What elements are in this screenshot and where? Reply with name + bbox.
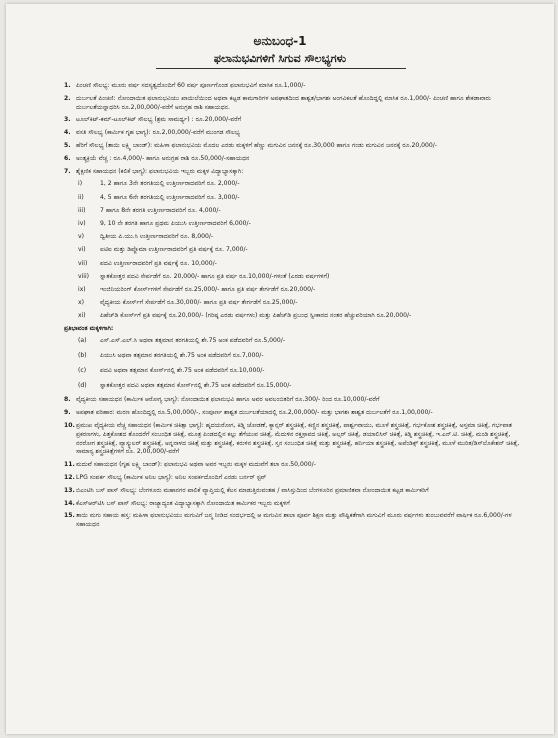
merit-subitem: (c) ಪದವಿ ಅಥವಾ ತತ್ಸಮಾನ ಕೋರ್ಸ್‌ನಲ್ಲಿ ಶೇ.75 ಅಂಕ ಪಡೆದವರಿಗೆ ರೂ.10,000/- [78,366,265,374]
list-item: 1. ಪಿಂಚಣಿ ಸೌಲಭ್ಯ: ಮೂರು ವರ್ಷ ಸದಸ್ಯತ್ವದೊಂದಿಗೆ 60 ವರ್ಷ ಪೂರ್ಣಗೊಂಡ ಫಲಾನುಭವಿಗೆ ಮಾಸಿಕ ರೂ.1,000/- [64,82,306,89]
list-item: 4. ವಸತಿ ಸೌಲಭ್ಯ (ಕಾರ್ಮಿಕ ಗೃಹ ಭಾಗ್ಯ): ರೂ.2,00,000/-ವರೆಗೆ ಮುಂಗಡ ಸೌಲಭ್ಯ [64,129,240,137]
list-item: 9. ಅಪಘಾತ ಪರಿಹಾರ: ಮರಣ ಹೊಂದಿದ್ದಲ್ಲಿ ರೂ.5,00,000/-, ಸಂಪೂರ್ಣ ಶಾಶ್ವತ ದುರ್ಬಲತೆಯಾದಲ್ಲಿ ರೂ.2,00,000/- ಮತ್ತು ಭಾಗಶಃ ಶಾಶ್ವತ ದುರ್ಬಲತೆಗೆ ರೂ.1,00,000/- [64,409,433,417]
benefits-list [64,82,526,534]
education-subitem: i) 1, 2 ಹಾಗೂ 3ನೇ ತರಗತಿಯಲ್ಲಿ ಉತ್ತೀರ್ಣರಾದವರಿಗೆ ರೂ. 2,000/- [78,180,240,188]
merit-heading: ಪ್ರತಿಭಾವಂತ ಮಕ್ಕಳಿಗಾಗಿ: [64,325,114,333]
list-item: 12. LPG ಸಂಪರ್ಕ ಸೌಲಭ್ಯ (ಕಾರ್ಮಿಕ ಅನಿಲ ಭಾಗ್ಯ): ಅನಿಲ ಸಂಪರ್ಕದೊಂದಿಗೆ ಎರಡು ಬರ್ನರ್ ಸ್ಟವ್ [64,474,267,481]
list-item: 3. ಟೂಲ್‌ಕಿಟ್-ಕಮ್-ಟೂಲ್‌ಕಿಟ್ ಸೌಲಭ್ಯ (ಶ್ರಮ ಸಾಮರ್ಥ್ಯ) : ರೂ.20,000/-ವರೆಗೆ [64,116,242,124]
education-subitem: xi) ಪಿಹೆಚ್‌ಡಿ ಕೋರ್ಸ್‌ಗೆ ಪ್ರತಿ ವರ್ಷಕ್ಕೆ ರೂ.20,000/- (ಗರಿಷ್ಠ ಎರಡು ವರ್ಷಗಳು) ಮತ್ತು ಪಿಹೆಚ್‌ಡಿ ಪ್ರಬಂಧ ಸ್ವೀಕಾರದ ನಂತರ ಹೆಚ್ಚುವರಿಯಾಗಿ ರೂ.20,000/- [78,312,412,320]
list-item: 15. ತಾಯಿ ಮಗು ಸಹಾಯ ಹಸ್ತ: ಮಹಿಳಾ ಫಲಾನುಭವಿಯು ಮಗುವಿಗೆ ಜನ್ಮ ನೀಡಿದ ಸಂದರ್ಭದಲ್ಲಿ ಆ ಮಗುವಿನ ಶಾಲಾ ಪೂರ್ವ ಶಿಕ್ಷಣ ಮತ್ತು ಪೌಷ್ಟಿಕತೆಗಾಗಿ ಮಗುವಿಗೆ ಮೂರು ವರ್ಷಗಳು ತುಂಬುವವರೆಗೆ ವಾರ್ಷಿಕ ರೂ.6,000/-ಗಳ ಸಹಾಯಧನ [64,512,512,529]
education-subitem: viii) ಸ್ನಾತಕೋತ್ತರ ಪದವಿ ಸೇರ್ಪಡೆಗೆ ರೂ. 20,000/- ಹಾಗೂ ಪ್ರತಿ ವರ್ಷ ರೂ.10,000/-ಗಳಂತೆ (ಎರಡು ವರ್ಷಗಳಿಗೆ) [78,272,330,280]
education-subitem: x) ವೈದ್ಯಕೀಯ ಕೋರ್ಸ್‌ಗೆ ಸೇರ್ಪಡೆಗೆ ರೂ.30,000/- ಹಾಗೂ ಪ್ರತಿ ವರ್ಷ ತೇರ್ಗಡೆಗೆ ರೂ.25,000/- [78,299,298,307]
merit-subitem: (d) ಸ್ನಾತಕೋತ್ತರ ಪದವಿ ಅಥವಾ ತತ್ಸಮಾನ ಕೋರ್ಸ್‌ನಲ್ಲಿ ಶೇ.75 ಅಂಕ ಪಡೆದವರಿಗೆ ರೂ.15,000/- [78,381,292,389]
document-page [6,4,554,734]
education-subitem: vii) ಪದವಿ ಉತ್ತೀರ್ಣರಾದವರಿಗೆ ಪ್ರತಿ ವರ್ಷಕ್ಕೆ ರೂ. 10,000/- [78,259,217,267]
education-subitem: vi) ಐಟಿಐ ಮತ್ತು ಡಿಪ್ಲೊಮಾ ಉತ್ತೀರ್ಣರಾದವರಿಗೆ ಪ್ರತಿ ವರ್ಷಕ್ಕೆ ರೂ. 7,000/- [78,246,248,254]
merit-subitem: (a) ಎಸ್.ಎಸ್.ಎಲ್.ಸಿ ಅಥವಾ ತತ್ಸಮಾನ ತರಗತಿಯಲ್ಲಿ ಶೇ.75 ಅಂಕ ಪಡೆದವರಿಗೆ ರೂ.5,000/- [78,337,286,345]
list-item: 14. ಕೆಎಸ್‌ಆರ್‌ಟಿಸಿ ಬಸ್ ಪಾಸ್ ಸೌಲಭ್ಯ: ರಾಜ್ಯಾದ್ಯಂತ ವಿದ್ಯಾಭ್ಯಾಸಕ್ಕಾಗಿ ನೋಂದಾಯಿತ ಕಾರ್ಮಿಕರ ಇಬ್ಬರು ಮಕ್ಕಳಿಗೆ [64,499,290,507]
document-subtitle: ಫಲಾನುಭವಿಗಳಿಗೆ ಸಿಗುವ ಸೌಲಭ್ಯಗಳು [213,52,347,65]
education-subitem: iii) 7 ಹಾಗೂ 8ನೇ ತರಗತಿ ಉತ್ತೀರ್ಣರಾದವರಿಗೆ ರೂ. 4,000/- [78,206,221,214]
list-item: 10. ಪ್ರಮುಖ ವೈದ್ಯಕೀಯ ವೆಚ್ಚ ಸಹಾಯಧನ (ಕಾರ್ಮಿಕ ಚಿಕಿತ್ಸಾ ಭಾಗ್ಯ): ಹೃದಯರೋಗ, ಕಿಡ್ನಿ ಜೋಡಣೆ, ಕ್ಯಾನ್ಸರ್ ಶಸ್ತ್ರಚಿಕಿತ್ಸೆ, ಕಣ್ಣಿನ ಶಸ್ತ್ರಚಿಕಿತ್ಸೆ, ಪಾರ್ಶ್ವವಾಯು, ಮೂಳೆ ಶಸ್ತ್ರಚಿಕಿತ್ಸೆ, ಗರ್ಭಕೋಶ ಶಸ್ತ್ರಚಿಕಿತ್ಸೆ, ಅಸ್ತಮಾ ಚಿಕಿತ್ಸೆ, ಗರ್ಭಪಾತ ಪ್ರಕರಣಗಳು, ಪಿತ್ತಕೋಶದ ತೊಂದರೆಗೆ ಸಂಬಂಧಿತ ಚಿಕಿತ್ಸೆ, ಮೂತ್ರ ಪಿಂಡದಲ್ಲಿನ ಕಲ್ಲು ತೆಗೆಯುವ ಚಿಕಿತ್ಸೆ, ಮೆದುಳಿನ ರಕ್ತಸ್ರಾವದ ಚಿಕಿತ್ಸೆ, ಅಲ್ಸರ್ ಚಿಕಿತ್ಸೆ, ಡಯಾಲಿಸಿಸ್ ಚಿಕಿತ್ಸೆ, ಕಿಡ್ನಿ ಶಸ್ತ್ರಚಿಕಿತ್ಸೆ, ಇ.ಎನ್.ಟಿ. ಚಿಕಿತ್ಸೆ, ಮಂಡಿ ಶಸ್ತ್ರಚಿಕಿತ್ಸೆ, ನರರೋಗ ಶಸ್ತ್ರಚಿಕಿತ್ಸೆ, ವ್ಯಾಸ್ಕ್ಯುಲರ್ ಶಸ್ತ್ರಚಿಕಿತ್ಸೆ, ಅನ್ನನಾಳದ ಚಿಕಿತ್ಸೆ ಮತ್ತು ಶಸ್ತ್ರಚಿಕಿತ್ಸೆ, ಕರುಳಿನ ಶಸ್ತ್ರಚಿಕಿತ್ಸೆ, ಸ್ತನ ಸಂಬಂಧಿತ ಚಿಕಿತ್ಸೆ ಮತ್ತು ಶಸ್ತ್ರಚಿಕಿತ್ಸೆ, ಹರ್ನಿಯಾ ಶಸ್ತ್ರಚಿಕಿತ್ಸೆ, ಅಪೆಂಡಿಕ್ಸ್ ಶಸ್ತ್ರಚಿಕಿತ್ಸೆ, ಮೂಳೆ ಮುರಿತ/ಡಿಸ್‌ಲೊಕೇಶನ್ ಚಿಕಿತ್ಸೆ, ಸಾಮಾನ್ಯ ಶಸ್ತ್ರಚಿಕಿತ್ಸೆಗಳಿಗೆ ರೂ. 2,00,000/-ವರೆಗೆ [64,422,520,456]
list-item: 11. ಮದುವೆ ಸಹಾಯಧನ (ಗೃಹ ಲಕ್ಷ್ಮಿ ಬಾಂಡ್): ಫಲಾನುಭವಿ ಅಥವಾ ಅವರ ಇಬ್ಬರು ಮಕ್ಕಳ ಮದುವೆಗೆ ತಲಾ ರೂ.50,000/- [64,461,316,469]
education-subitem: ix) ಇಂಜಿನಿಯರಿಂಗ್ ಕೋರ್ಸ್‌ಗಳಿಗೆ ಸೇರ್ಪಡೆಗೆ ರೂ.25,000/- ಹಾಗೂ ಪ್ರತಿ ವರ್ಷ ತೇರ್ಗಡೆಗೆ ರೂ.20,000/- [78,285,316,293]
list-item: 5. ಹೆರಿಗೆ ಸೌಲಭ್ಯ (ತಾಯಿ ಲಕ್ಷ್ಮಿ ಬಾಂಡ್): ಮಹಿಳಾ ಫಲಾನುಭವಿಯ ಮೊದಲ ಎರಡು ಮಕ್ಕಳಿಗೆ ಹೆಣ್ಣು ಮಗುವಿನ ಜನನಕ್ಕೆ ರೂ.30,000 ಹಾಗೂ ಗಂಡು ಮಗುವಿನ ಜನನಕ್ಕೆ ರೂ.20,000/- [64,141,438,149]
list-item: 13. ಬಿಎಂಟಿಸಿ ಬಸ್ ಪಾಸ್ ಸೌಲಭ್ಯ: ಬೆಂಗಳೂರು ಮಹಾನಗರ ಪಾಲಿಕೆ ವ್ಯಾಪ್ತಿಯಲ್ಲಿ ಕೆಲಸ ಮಾಡುತ್ತಿರುವಂತಹ / ವಾಸಿಸ್ತುದಿಂದ ಬೆಂಗಳೂರಿನ ಪ್ರಮಾಣಿತವಾ ನೋಂದಾಯಿತ ಕಟ್ಟಡ ಕಾರ್ಮಿಕರಿಗೆ [64,486,429,494]
education-subitem: ii) 4, 5 ಹಾಗೂ 6ನೇ ತರಗತಿಯಲ್ಲಿ ಉತ್ತೀರ್ಣರಾದವರಿಗೆ ರೂ. 3,000/- [78,193,240,201]
title-underline [156,68,406,69]
list-item: 2. ದುರ್ಬಲತೆ ಪಿಂಚಣಿ: ನೋಂದಾಯಿತ ಫಲಾನುಭವಿಯು ಖಾಯಿಲೆಯಿಂದ ಅಥವಾ ಕಟ್ಟಡ ಕಾಮಗಾರಿಗಳ ಅಪಘಾತದಿಂದ ಶಾಶ್ವತ/ಭಾಗಶಃ ಅಂಗವಿಕಲತೆ ಹೊಂದಿದ್ದಲ್ಲಿ ಮಾಸಿಕ ರೂ.1,000/- ಪಿಂಚಣಿ ಹಾಗೂ ಶೇಕಡಾವಾರು ದುರ್ಬಲತೆಯನ್ನಾಧರಿಸಿ ರೂ.2,00,000/-ವರೆಗೆ ಅನುಗ್ರಹ ರಾಶಿ ಸಹಾಯಧನ. [64,94,491,111]
education-subitem: iv) 9, 10 ನೇ ತರಗತಿ ಹಾಗೂ ಪ್ರಥಮ ಪಿಯುಸಿ ಉತ್ತೀರ್ಣರಾದವರಿಗೆ 6,000/- [78,219,251,227]
annexure-title: ಅನುಬಂಧ-1 [253,34,307,48]
list-item: 8. ವೈದ್ಯಕೀಯ ಸಹಾಯಧನ (ಕಾರ್ಮಿಕ ಆರೋಗ್ಯ ಭಾಗ್ಯ): ನೋಂದಾಯಿತ ಫಲಾನುಭವಿ ಹಾಗೂ ಅವರ ಅವಲಂಬಿತರಿಗೆ ರೂ.300/- ರಿಂದ ರೂ.10,000/-ವರೆಗೆ [64,396,380,404]
list-item: 7. ಶೈಕ್ಷಣಿಕ ಸಹಾಯಧನ (ಕಲಿಕೆ ಭಾಗ್ಯ): ಫಲಾನುಭವಿಯ ಇಬ್ಬರು ಮಕ್ಕಳ ವಿದ್ಯಾಭ್ಯಾಸಕ್ಕಾಗಿ: [64,167,244,175]
education-subitem: v) ದ್ವಿತೀಯ ಪಿ.ಯು.ಸಿ ಉತ್ತೀರ್ಣರಾದವರಿಗೆ ರೂ. 8,000/- [78,233,214,241]
list-item: 6. ಅಂತ್ಯಕ್ರಿಯೆ ವೆಚ್ಚ : ರೂ.4,000/- ಹಾಗೂ ಅನುಗ್ರಹ ರಾಶಿ ರೂ.50,000/-ಸಹಾಯಧನ [64,154,250,162]
merit-subitem: (b) ಪಿಯುಸಿ ಅಥವಾ ತತ್ಸಮಾನ ತರಗತಿಯಲ್ಲಿ ಶೇ.75 ಅಂಕ ಪಡೆದವರಿಗೆ ರೂ.7,000/- [78,352,264,360]
